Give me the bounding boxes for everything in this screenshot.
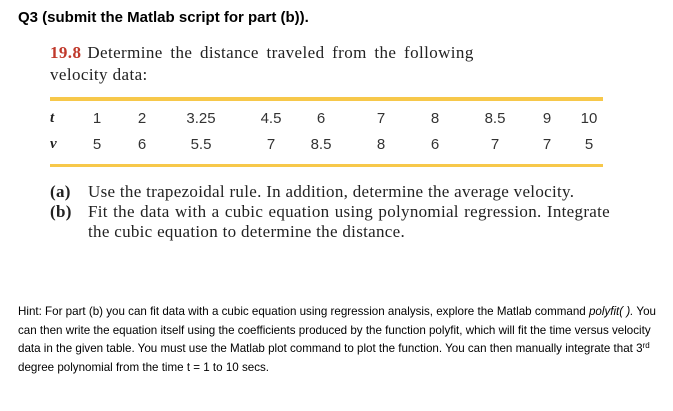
- table-cell: 8: [376, 136, 386, 153]
- table-cell: 5: [92, 136, 102, 153]
- table-top-rule: [50, 97, 603, 101]
- table-cell: 6: [137, 136, 147, 153]
- part-a: [50, 182, 610, 202]
- table-cell: 8.5: [310, 136, 332, 153]
- table-cell: 3.25: [186, 110, 216, 127]
- table-cell: 8: [430, 110, 440, 127]
- problem-parts: [50, 182, 610, 242]
- hint-paragraph: [18, 303, 663, 377]
- table-cell: 7: [490, 136, 500, 153]
- question-heading: Q3 (submit the Matlab script for part (b)).: [18, 9, 309, 26]
- problem-text-line-2: velocity data:: [50, 65, 148, 84]
- table-row-velocity: [50, 136, 603, 158]
- table-cell: 7: [266, 136, 276, 153]
- table-bottom-rule: [50, 164, 603, 167]
- table-cell: 7: [542, 136, 552, 153]
- row-label-t: t: [50, 110, 55, 126]
- table-row-time: [50, 110, 603, 132]
- table-cell: 1: [92, 110, 102, 127]
- table-cell: 5: [584, 136, 594, 153]
- table-cell: 10: [580, 110, 598, 127]
- problem-number: 19.8: [50, 43, 82, 62]
- table-cell: 7: [376, 110, 386, 127]
- hint-text-2: You can then write the equation itself using the coefficients produced by the function polyfit, which will fit the time versus velocity data in the given table. You must use the Matlab plot command to plot the function. You can then manually integrate that 3: [18, 305, 656, 355]
- part-a-label: (a): [50, 182, 71, 201]
- table-cell: 5.5: [190, 136, 212, 153]
- problem-statement: [50, 42, 610, 86]
- table-cell: 6: [430, 136, 440, 153]
- part-b: [50, 202, 610, 242]
- hint-command-polyfit: polyfit( ).: [588, 305, 634, 318]
- table-cell: 8.5: [484, 110, 506, 127]
- table-cell: 2: [137, 110, 147, 127]
- part-a-text: Use the trapezoidal rule. In addition, determine the average velocity.: [88, 182, 575, 201]
- problem-text-line-1: Determine the distance traveled from the following: [87, 43, 474, 62]
- hint-text-1: Hint: For part (b) you can fit data with a cubic equation using regression analysis, explore the Matlab command: [18, 305, 589, 318]
- table-cell: 9: [542, 110, 552, 127]
- table-cell: 6: [316, 110, 326, 127]
- problem-line-1: [50, 42, 610, 64]
- row-label-v: v: [50, 136, 57, 152]
- part-b-label: (b): [50, 202, 72, 221]
- table-cell: 4.5: [260, 110, 282, 127]
- part-b-text: Fit the data with a cubic equation using polynomial regression. Integrate the cubic equation to determine the distance.: [88, 202, 610, 241]
- hint-text-3: degree polynomial from the time t = 1 to 10 secs.: [18, 360, 270, 374]
- hint-superscript: rd: [642, 341, 650, 350]
